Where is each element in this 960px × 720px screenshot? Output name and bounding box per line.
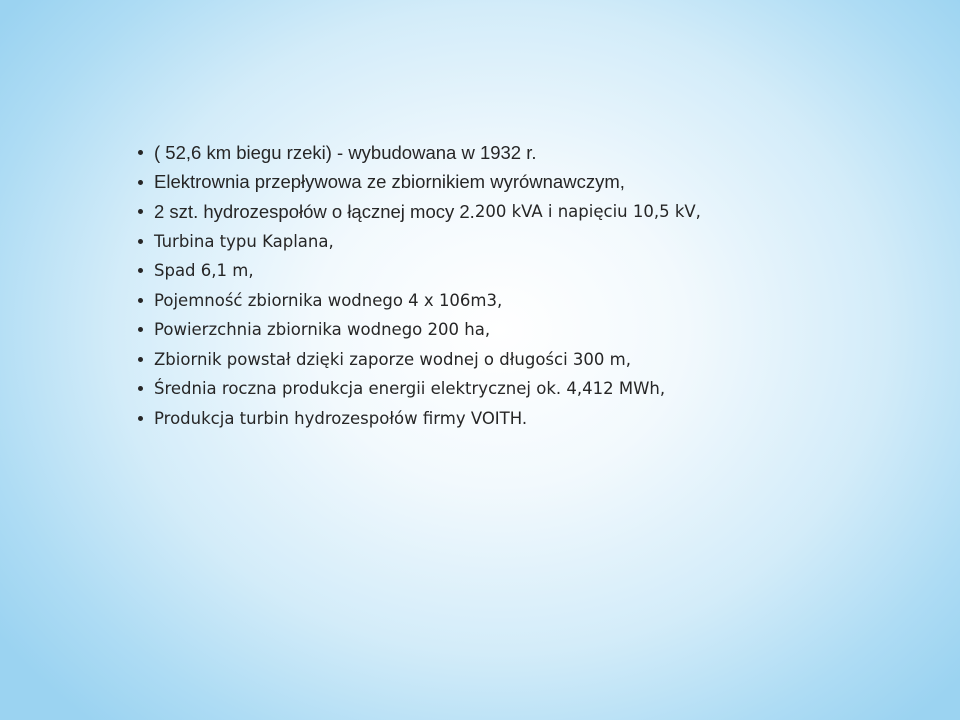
- list-item: [138, 138, 701, 168]
- bullet-icon: [138, 327, 143, 332]
- list-item: [138, 315, 701, 345]
- bullet-icon: [138, 239, 143, 244]
- bullet-icon: [138, 357, 143, 362]
- list-item: [138, 345, 701, 375]
- list-item-text: Zbiornik powstał dzięki zaporze wodnej o długości 300 m,: [154, 349, 631, 369]
- list-item-text: Pojemność zbiornika wodnego 4 x 106m3,: [154, 290, 503, 310]
- list-item: [138, 256, 701, 286]
- list-item: [138, 227, 701, 257]
- bullet-icon: [138, 416, 143, 421]
- list-item-text: Elektrownia przepływowa ze zbiornikiem wyrównawczym,: [154, 171, 625, 193]
- bullet-icon: [138, 150, 143, 155]
- list-item: [138, 286, 701, 316]
- list-item: [138, 197, 701, 227]
- bullet-icon: [138, 268, 143, 273]
- list-item-text: Spad 6,1 m,: [154, 261, 254, 281]
- list-item-text-continued: 200 kVA i napięciu 10,5 kV,: [474, 202, 701, 222]
- list-item-text: Średnia roczna produkcja energii elektrycznej ok. 4,412 MWh,: [154, 379, 666, 399]
- list-item: [138, 374, 701, 404]
- list-item: [138, 404, 701, 434]
- list-item: [138, 168, 701, 198]
- list-item-text: Powierzchnia zbiornika wodnego 200 ha,: [154, 320, 491, 340]
- bullet-icon: [138, 298, 143, 303]
- list-item-text: Produkcja turbin hydrozespołów firmy VOITH.: [154, 408, 528, 428]
- list-item-text: Turbina typu Kaplana,: [154, 231, 334, 251]
- list-item-text: 2 szt. hydrozespołów o łącznej mocy 2.: [154, 200, 475, 222]
- bullet-icon: [138, 209, 143, 214]
- bullet-icon: [138, 386, 143, 391]
- bullet-list: [138, 138, 701, 433]
- list-item-text: ( 52,6 km biegu rzeki) - wybudowana w 1932 r.: [154, 141, 537, 163]
- bullet-icon: [138, 180, 143, 185]
